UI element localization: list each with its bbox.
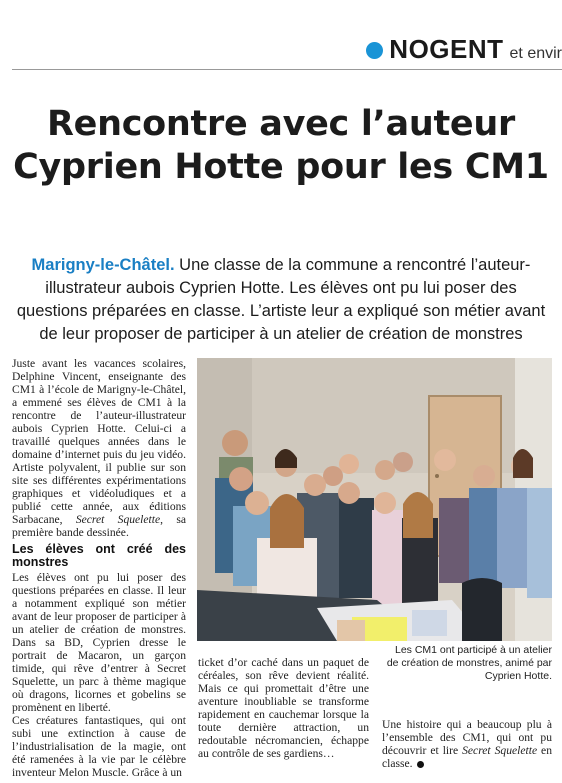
- class-photo: [197, 358, 552, 641]
- paragraph-1-end: , sa première bande dessinée.: [12, 513, 186, 539]
- article-lead: [8, 254, 554, 346]
- paragraph-3: Ces créatures fantastiques, qui ont subi une extinction à cause de l’industrialisation de la magie, ont été ramenées à la vie par le célèbre inventeur Melon Muscle. Grâce à un: [12, 714, 186, 779]
- article-headline: Rencontre avec l’auteur Cyprien Hotte pour les CM1: [13, 104, 549, 187]
- book-title: Secret Squelette: [75, 513, 161, 526]
- paragraph-2: Les élèves ont pu lui poser des questions préparées en classe. Il leur a notamment expliqué son métier avant de leur proposer de participer à un atelier de création de monstres. Dans sa BD, Cyprien dresse le portrait de Macaron, un garçon timide, qui rêve d’entrer à Secret Squelette, un parc à thème magique où dragons, licornes et gobelins se promènent en liberté.: [12, 571, 186, 714]
- article-column-2: [198, 656, 369, 760]
- paragraph-5-text: Une histoire qui a beaucoup plu à l’ensemble des CM1, qui ont pu découvrir et lire: [382, 718, 552, 757]
- section-name: NOGENT: [389, 34, 504, 64]
- header-rule: [12, 69, 562, 70]
- page-header: [12, 32, 562, 72]
- paragraph-1: [12, 357, 186, 539]
- paragraph-1-text: Juste avant les vacances scolaires, Delphine Vincent, enseignante des CM1 à l’école de Marigny-le-Châtel, a emmené ses élèves de CM1 à la rencontre de l’auteur-illustrateur aubois Cyprien Hotte. Celui-ci a travaillé quelques années dans le domaine d’internet puis du jeu vidéo. Artiste polyvalent, il publie sur son site ses différentes expérimentations graphiques et vidéoludiques et a publié cette année, aux éditions Sarbacane,: [12, 357, 186, 526]
- subheading: Les élèves ont créé des monstres: [12, 542, 186, 569]
- book-title-2: Secret Squelette: [462, 744, 538, 757]
- end-mark-icon: [417, 761, 424, 768]
- section-dot-icon: [366, 42, 383, 59]
- paragraph-5-end: en classe.: [382, 744, 552, 770]
- article-column-3: [382, 718, 552, 770]
- article-column-1: [12, 357, 186, 779]
- paragraph-4: ticket d’or caché dans un paquet de céréales, son rêve devient réalité. Mais ce qui promettait d’être une aventure inoubliable se transforme rapidement en cauchemar lorsque la toute dernière attraction, un redoutable nécromancien, échappe au contrôle de ses gardiens…: [198, 656, 369, 760]
- section-subtitle: et envir: [509, 45, 562, 62]
- section-label: [366, 34, 562, 65]
- photo-caption: Les CM1 ont participé à un atelier de création de monstres, animé par Cyprien Hotte.: [386, 644, 552, 682]
- paragraph-5: [382, 718, 552, 770]
- dateline-place: Marigny-le-Châtel.: [31, 256, 175, 274]
- class-photo-image: [197, 358, 552, 641]
- lead-text: Une classe de la commune a rencontré l’auteur-illustrateur aubois Cyprien Hotte. Les élèves ont pu lui poser des questions préparées en classe. L’artiste leur a expliqué son métier avant de leur proposer de participer à un atelier de création de monstres: [16, 256, 546, 343]
